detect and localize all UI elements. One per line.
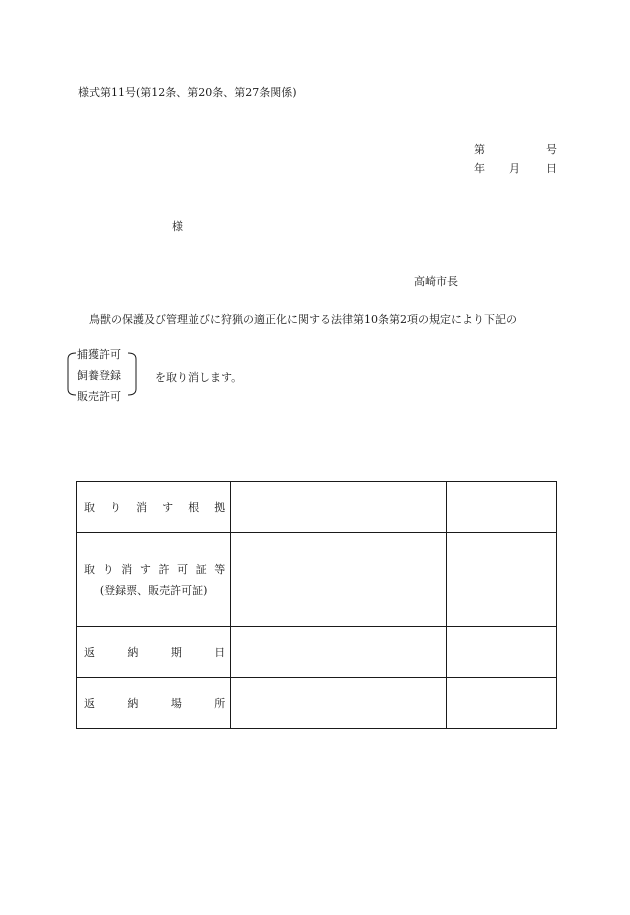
revocation-options [66, 346, 142, 403]
table-extra-cell [446, 533, 556, 627]
table-value-cell [231, 678, 446, 729]
date-year-label: 年 [474, 162, 485, 175]
table-value-cell [231, 482, 446, 533]
row-label-return-date: 返納期日 [84, 646, 226, 659]
body-text: 鳥獣の保護及び管理並びに狩猟の適正化に関する法律第10条第2項の規定により下記の [89, 313, 517, 326]
sender-name: 高崎市長 [414, 275, 458, 288]
table-value-cell [231, 627, 446, 678]
table-label-cell [77, 482, 231, 533]
table-extra-cell [446, 482, 556, 533]
date-month-label: 月 [509, 162, 520, 175]
form-number: 様式第11号(第12条、第20条、第27条関係) [78, 86, 297, 99]
row-label-revoked-permits: 取り消す許可証等 [84, 563, 226, 576]
table-extra-cell [446, 678, 556, 729]
table-label-cell [77, 627, 231, 678]
option-keeping-registration: 飼養登録 [77, 369, 121, 382]
table-value-cell [231, 533, 446, 627]
date-day-label: 日 [546, 162, 557, 175]
option-sales-permit: 販売許可 [77, 390, 121, 403]
revocation-details-table [76, 481, 557, 729]
table-label-cell [77, 533, 231, 627]
addressee-honorific: 様 [172, 220, 183, 233]
row-label-return-place: 返納場所 [84, 697, 226, 710]
option-capture-permit: 捕獲許可 [77, 348, 121, 361]
table-label-cell [77, 678, 231, 729]
table-row [77, 482, 557, 533]
table-row [77, 678, 557, 729]
document-number-suffix: 号 [546, 143, 557, 156]
row-sublabel-revoked-permits: (登録票、販売許可証) [99, 584, 208, 597]
table-extra-cell [446, 627, 556, 678]
table-row [77, 627, 557, 678]
table-row [77, 533, 557, 627]
revocation-action-text: を取り消します。 [155, 371, 243, 384]
row-label-grounds: 取り消す根拠 [84, 501, 226, 514]
document-number-label: 第 [474, 143, 485, 156]
